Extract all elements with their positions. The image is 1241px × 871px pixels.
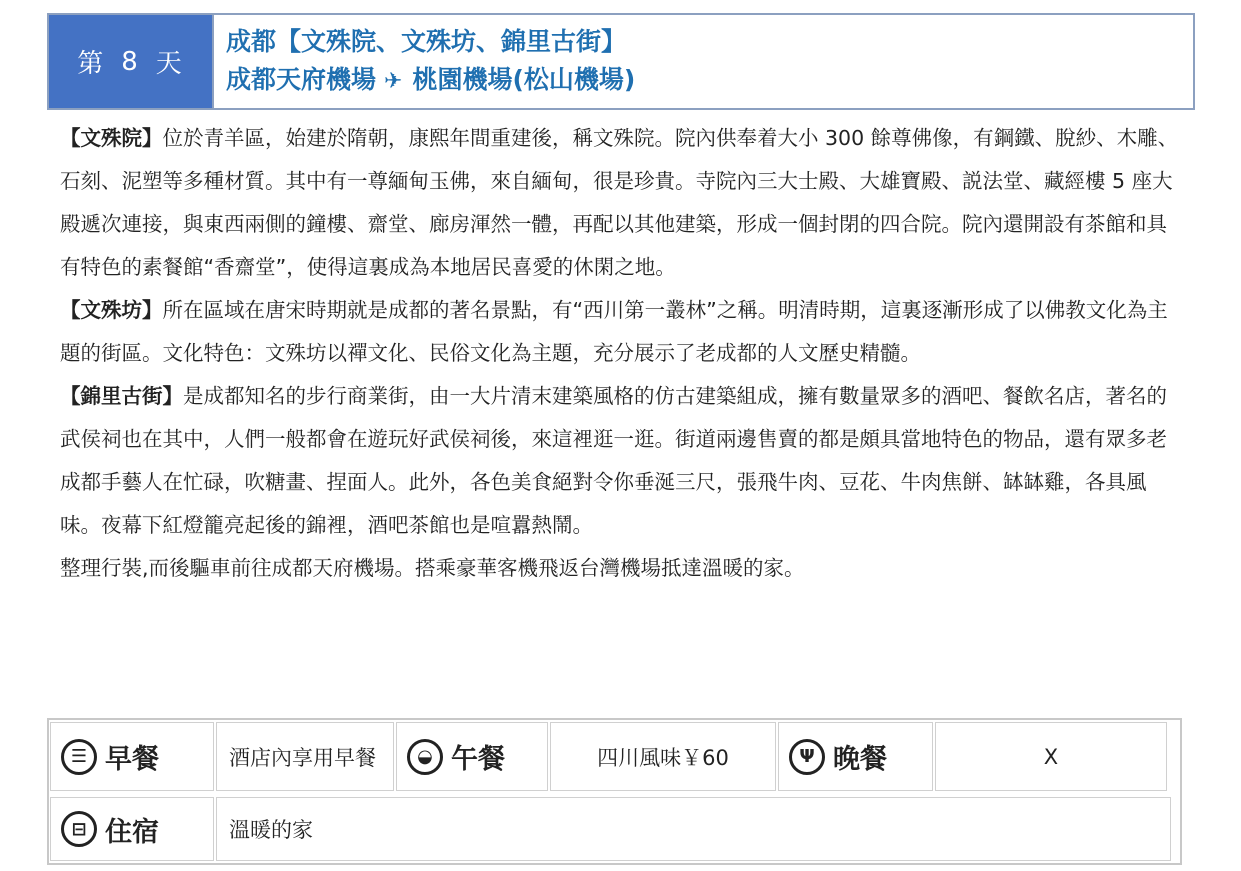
meals-row <box>49 720 1180 793</box>
paragraph-wenshu-fang <box>60 289 1180 375</box>
lunch-value: 四川風味￥60 <box>597 745 729 770</box>
itinerary-description <box>60 117 1180 590</box>
dinner-value-cell <box>935 722 1167 791</box>
hotel-label: 住宿 <box>105 816 159 848</box>
hotel-row <box>49 795 1180 863</box>
section-text: 整理行裝,而後驅車前往成都天府機場。搭乘豪華客機飛返台灣機場抵達溫暖的家。 <box>60 556 805 580</box>
bowl-icon: ◒ <box>407 739 443 775</box>
hotel-value-cell <box>216 797 1171 861</box>
title-line-2 <box>226 61 1193 101</box>
lunch-label: 午餐 <box>451 744 505 775</box>
section-text: 所在區域在唐宋時期就是成都的著名景點，有“西川第一叢林”之稱。明清時期，這裏逐漸形成了以佛教文化為主題的街區。文化特色：文殊坊以禪文化、民俗文化為主題，充分展示了老成都的人文歷史精髓。 <box>60 298 1168 365</box>
breakfast-label-cell <box>50 722 214 791</box>
paragraph-return-trip <box>60 547 1180 590</box>
day-header <box>47 13 1195 110</box>
hotel-value: 溫暖的家 <box>229 818 313 842</box>
lunch-label-cell <box>396 722 548 791</box>
paragraph-jinli-street <box>60 375 1180 547</box>
plane-icon: ✈ <box>384 69 403 94</box>
section-text: 是成都知名的步行商業街，由一大片清末建築風格的仿古建築組成，擁有數量眾多的酒吧、餐飲名店，著名的武侯祠也在其中，人們一般都會在遊玩好武侯祠後，來這裡逛一逛。街道兩邊售賣的都是頗具當地特色的物品，還有眾多老成都手藝人在忙碌，吹糖畫、捏面人。此外，各色美食絕對令你垂涎三尺，張飛牛肉、豆花、牛肉焦餅、缽缽雞，各具風味。夜幕下紅燈籠亮起後的錦裡，酒吧茶館也是喧囂熱鬧。 <box>60 384 1167 537</box>
meals-table <box>47 718 1182 865</box>
fork-knife-icon: Ψ <box>789 739 825 775</box>
origin-airport: 成都天府機場 <box>226 65 377 94</box>
breakfast-label: 早餐 <box>105 744 159 775</box>
dinner-label: 晚餐 <box>833 744 887 775</box>
paragraph-wenshu-temple <box>60 117 1180 289</box>
lunch-value-cell <box>550 722 776 791</box>
hotel-label-cell <box>50 797 214 861</box>
destination-airport: 桃園機場(松山機場) <box>412 65 636 94</box>
section-tag: 【文殊坊】 <box>60 298 163 322</box>
day-number: 8 <box>121 46 140 77</box>
plate-icon: ☰ <box>61 739 97 775</box>
day-prefix: 第 <box>77 49 106 79</box>
breakfast-value-cell <box>216 722 394 791</box>
title-line-1: 成都【文殊院、文殊坊、錦里古街】 <box>226 27 627 56</box>
day-suffix: 天 <box>155 49 184 79</box>
section-text: 位於青羊區，始建於隋朝，康熙年間重建後，稱文殊院。院內供奉着大小 300 餘尊佛像，有鋼鐵、脫紗、木雕、石刻、泥塑等多種材質。其中有一尊緬甸玉佛，來自緬甸，很是珍貴。寺院內三大士殿、大雄寶殿、説法堂、藏經樓 5 座大殿遞次連接，與東西兩側的鐘樓、齋堂、廊房渾然一體，再配以其他建築，形成一個封閉的四合院。院內還開設有茶館和具有特色的素餐館“香齋堂”，使得這裏成為本地居民喜愛的休閑之地。 <box>60 126 1179 279</box>
breakfast-value: 酒店內享用早餐 <box>229 745 376 770</box>
section-tag: 【文殊院】 <box>60 126 163 150</box>
dinner-value: X <box>1043 744 1059 769</box>
day-badge <box>49 15 214 108</box>
dinner-label-cell <box>778 722 933 791</box>
section-tag: 【錦里古街】 <box>60 384 183 408</box>
itinerary-title <box>214 15 1193 108</box>
bed-icon: ⊟ <box>61 811 97 847</box>
